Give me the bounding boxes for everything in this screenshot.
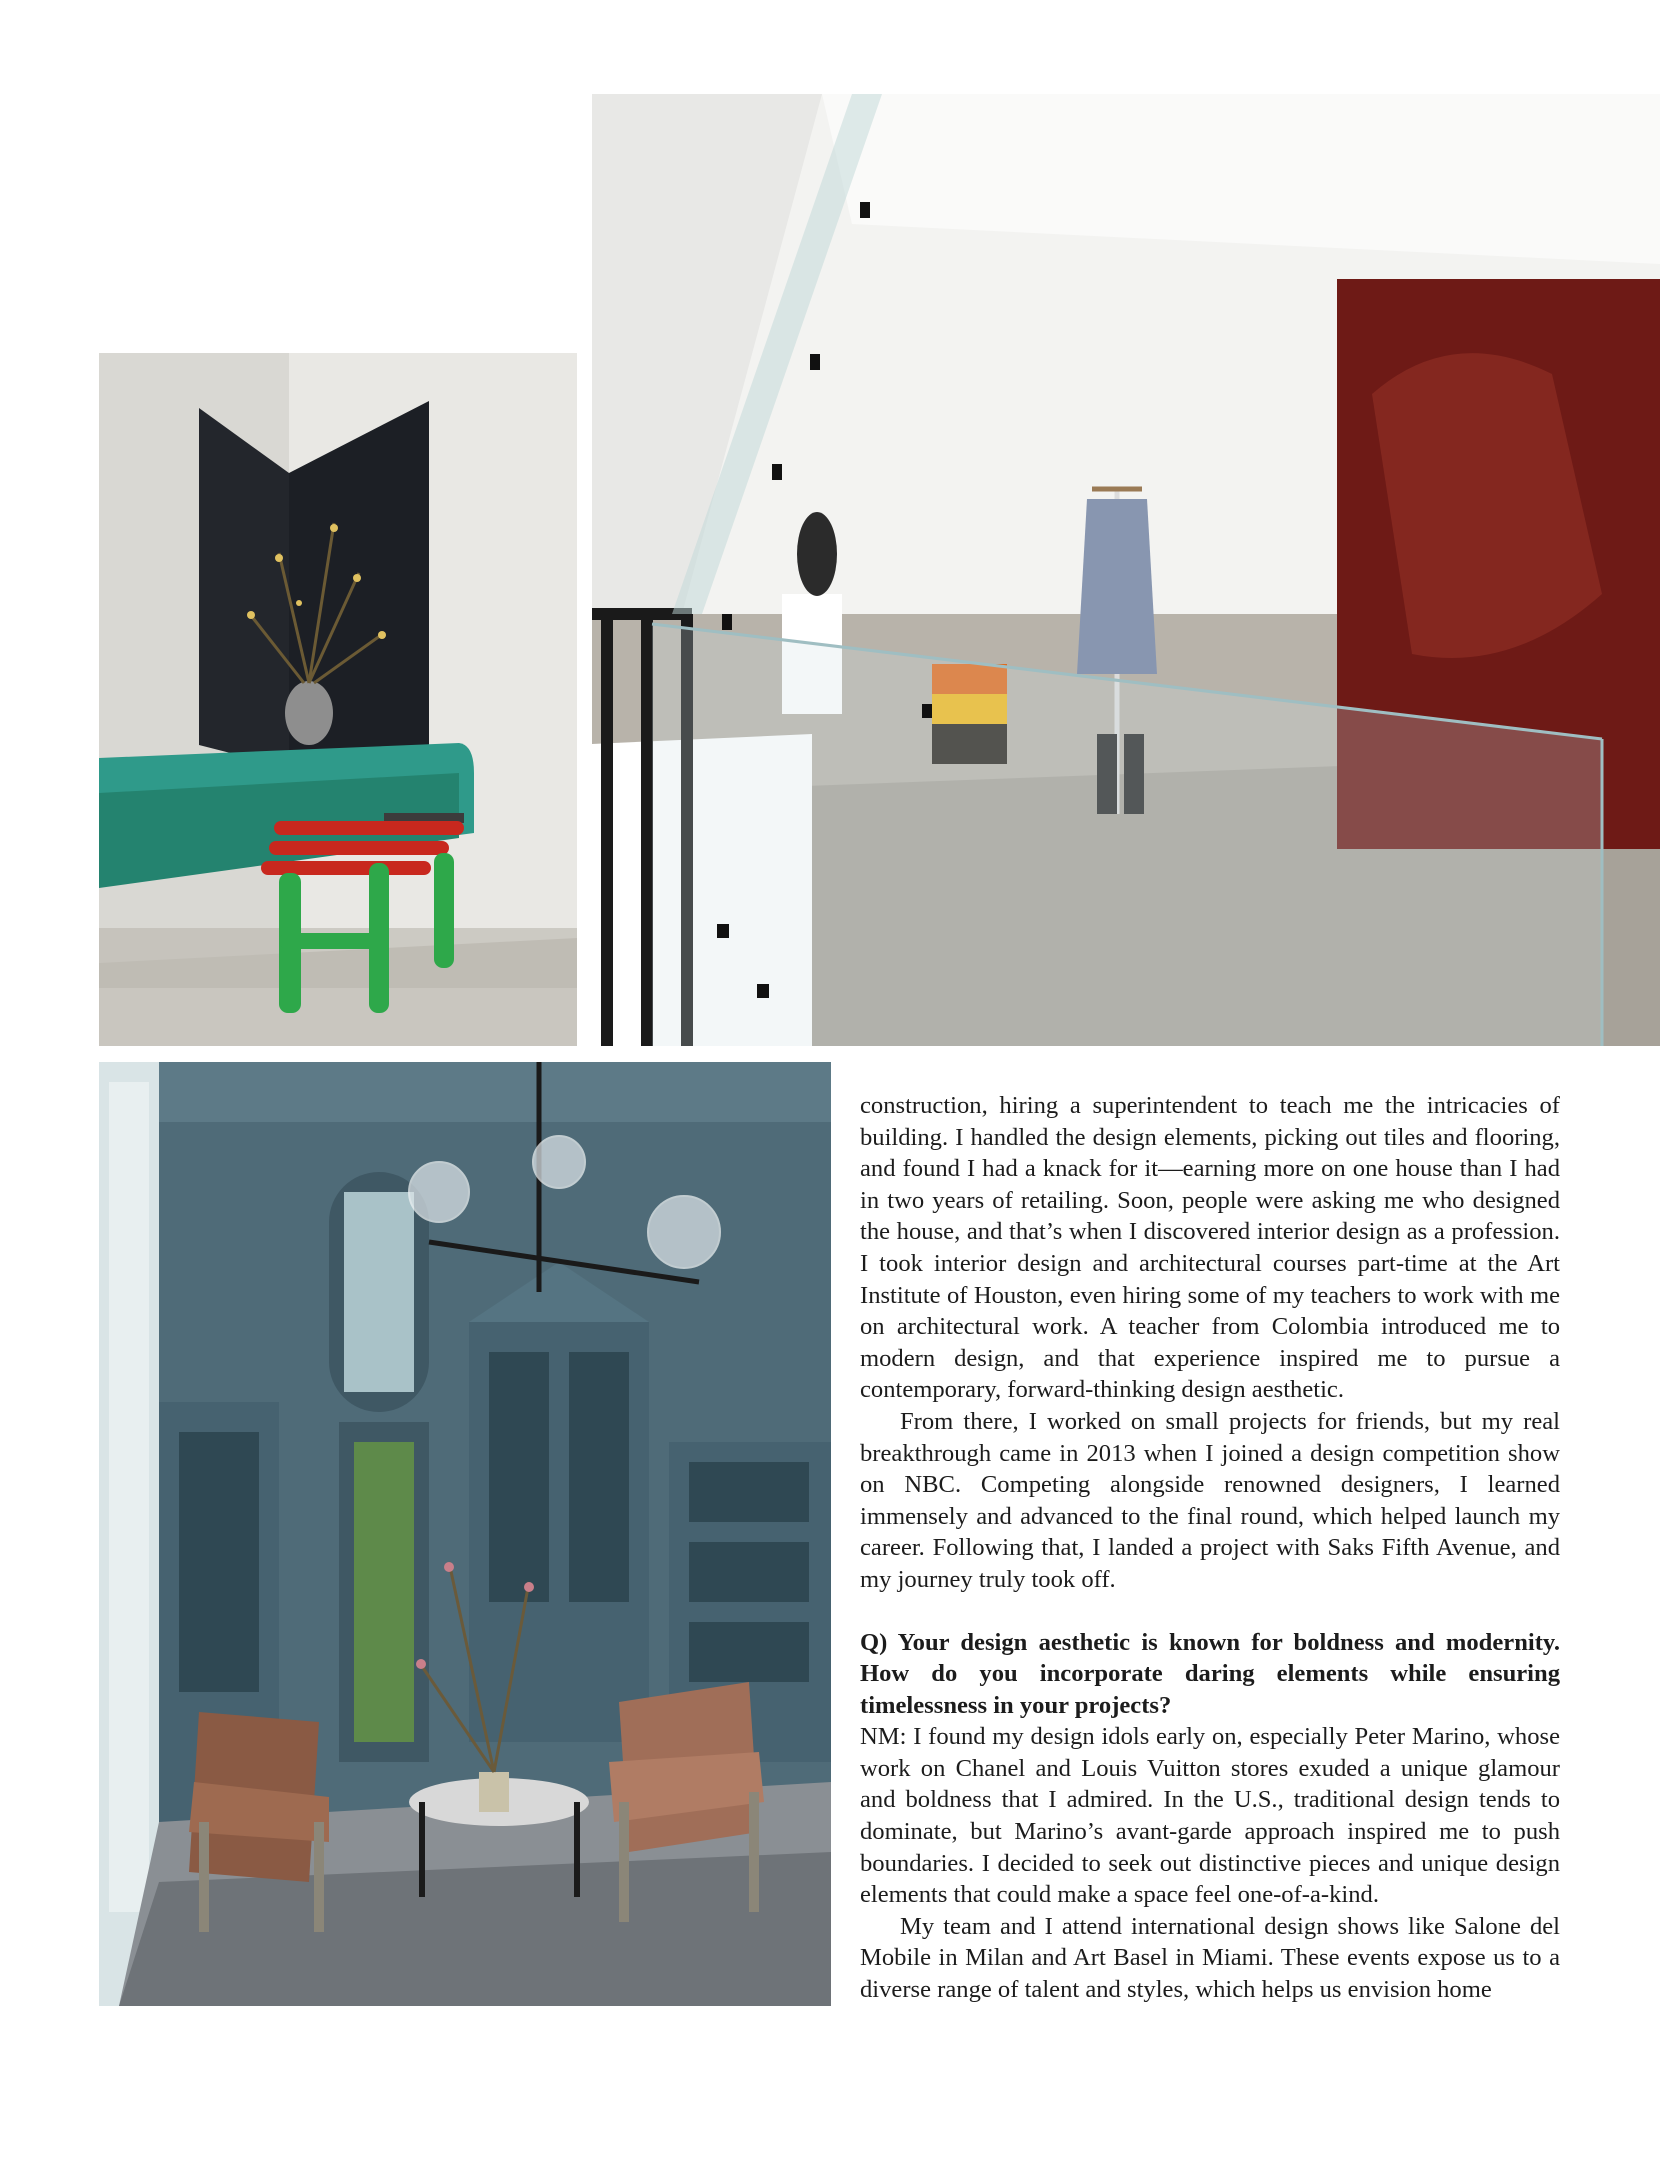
interview-answer: My team and I attend international design shows like Salone del Mobile in Milan and Art Basel in Miami. These events expose us to a diverse range of talent and styles, which helps us envision home [860, 1912, 1560, 2004]
article-body [860, 1090, 1560, 2006]
article-paragraph: construction, hiring a superintendent to teach me the intricacies of building. I handled the design elements, picking out tiles and flooring, and found I had a knack for it—earning more on one house than I had in two years of retailing. Soon, people were asking me who designed the house, and that’s when I discovered interior design as a profession. I took interior design and architectural courses part-time at the Art Institute of Houston, even hiring some of my teachers to work with me on architectural work. A teacher from Colombia introduced me to modern design, and that experience inspired me to pursue a contemporary, forward-thinking design aesthetic. [860, 1092, 1560, 1404]
photo-living-corner [99, 353, 577, 1046]
interview-question: Q) Your design aesthetic is known for boldness and modernity. How do you incorporate daring elements while ensuring timelessness in your projects? [860, 1628, 1560, 1719]
living-corner-image [99, 353, 577, 1046]
loft-image [592, 94, 1660, 1046]
photo-blue-study [99, 1062, 831, 2006]
blue-study-image [99, 1062, 831, 2006]
interview-answer: NM: I found my design idols early on, especially Peter Marino, whose work on Chanel and Louis Vuitton stores exuded a unique glamour and boldness that I admired. In the U.S., traditional design tends to dominate, but Marino’s avant-garde approach inspired me to push boundaries. I decided to seek out distinctive pieces and unique design elements that could make a space feel one-of-a-kind. [860, 1723, 1560, 1909]
photo-loft [592, 94, 1660, 1046]
article-paragraph: From there, I worked on small projects for friends, but my real breakthrough came in 2013 when I joined a design competition show on NBC. Competing alongside renowned designers, I learned immensely and advanced to the final round, which helped launch my career. Following that, I landed a project with Saks Fifth Avenue, and my journey truly took off. [860, 1407, 1560, 1593]
